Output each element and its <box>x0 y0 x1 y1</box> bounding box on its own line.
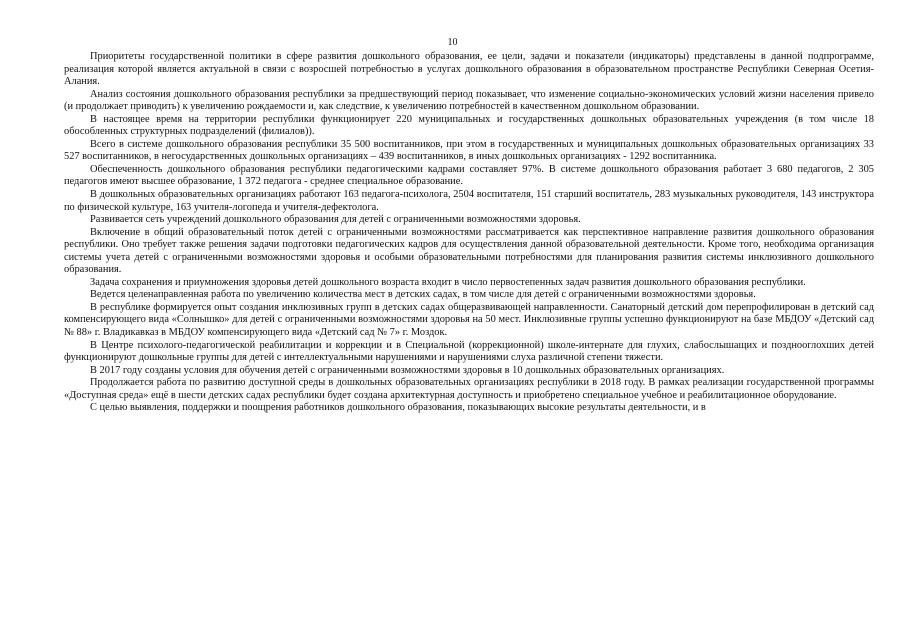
paragraph-places: Ведется целенаправленная работа по увеличению количества мест в детских садах, в том числе для детей с ограниченными возможностями здоровья. <box>90 289 756 301</box>
paragraph-health: Задача сохранения и приумножения здоровья детей дошкольного возраста входит в число первостепенных задач развития дошкольного образования республики. <box>90 276 806 288</box>
paragraph-pupils-count: Всего в системе дошкольного образования республики 35 500 воспитанников, при этом в государственных и муниципальных дошкольных образовательных организациях 33 527 воспитанников, в негосударственных дошкольных организациях – 439 воспитанников, в иных дошкольных организациях - 1292 воспитанника. <box>64 138 874 163</box>
paragraph-specialists: В дошкольных образовательных организациях работают 163 педагога-психолога, 2504 воспитателя, 151 старший воспитатель, 283 музыкальных руководителя, 143 инструктора по физической культуре, 163 учителя-логопеда и учителя-дефектолога. <box>64 189 874 213</box>
paragraph-inclusion: Включение в общий образовательный поток детей с ограниченными возможностями рассматривается как перспективное направление развития дошкольного образования республики. Оно требует также решения задачи подготовки педагогических кадров для осуществления данной образовательной деятельности. Кроме того, необходима организация системы учета детей с ограниченными возможностями здоровья и особыми образовательными потребностями для планирования развития системы инклюзивного дошкольного образования. <box>64 226 874 276</box>
document-body <box>64 51 874 415</box>
paragraph-staffing: Обеспеченность дошкольного образования республики педагогическими кадрами составляет 97%. В системе дошкольного образования работает 3 680 педагогов, 2 305 педагогов имеют высшее образование, 1 372 педагога - среднее специальное образование. <box>64 163 874 188</box>
paragraph-analysis: Анализ состояния дошкольного образования республики за предшествующий период показывает, что изменение социально-экономических условий жизни населения привело (и продолжает приводить) к увеличению рождаемости и, как следствие, к увеличению потребностей в качественном дошкольном образовании. <box>64 88 874 113</box>
paragraph-inclusive-groups: В республике формируется опыт создания инклюзивных групп в детских садах общеразвивающей направленности. Санаторный детский дом перепрофилирован в детский сад компенсирующего вида «Солнышко» для детей с ограниченными возможностями здоровья на 50 мест. Инклюзивные группы успешно функционируют на базе МБДОУ «Детский сад № 88» г. Владикавказ в МБДОУ компенсирующего вида «Детский сад № 7» г. Моздок. <box>64 301 874 339</box>
paragraph-support-staff: С целью выявления, поддержки и поощрения работников дошкольного образования, показывающих высокие результаты деятельности, и в <box>90 402 706 414</box>
paragraph-institutions-count: В настоящее время на территории республики функционирует 220 муниципальных и государственных дошкольных образовательных учреждения (в том числе 18 обособленных структурных подразделений (филиалов)). <box>64 113 874 138</box>
paragraph-2017: В 2017 году созданы условия для обучения детей с ограниченными возможностями здоровья в 10 дошкольных образовательных организациях. <box>90 364 725 376</box>
page-number: 10 <box>447 37 458 48</box>
paragraph-priorities: Приоритеты государственной политики в сфере развития дошкольного образования, ее цели, задачи и показатели (индикаторы) представлены в данной подпрограмме, реализация которой является актуальной в связи с возросшей потребностью в услугах дошкольного образования в образовательном пространстве Республики Северная Осетия-Алания. <box>64 51 874 88</box>
paragraph-network: Развивается сеть учреждений дошкольного образования для детей с ограниченными возможностями здоровья. <box>90 214 581 226</box>
paragraph-accessible-environment: Продолжается работа по развитию доступной среды в дошкольных образовательных организациях республики в 2018 году. В рамках реализации государственной программы «Доступная среда» ещё в шести детских садах республики будет создана архитектурная доступность и приобретено специальное учебное и реабилитационное оборудование. <box>64 377 874 401</box>
paragraph-rehabilitation-center: В Центре психолого-педагогической реабилитации и коррекции и в Специальной (коррекционной) школе-интернате для глухих, слабослышащих и позднооглохших детей функционируют дошкольные группы для детей с интеллектуальными нарушениями и нарушениями слуха различной степени тяжести. <box>64 339 874 364</box>
